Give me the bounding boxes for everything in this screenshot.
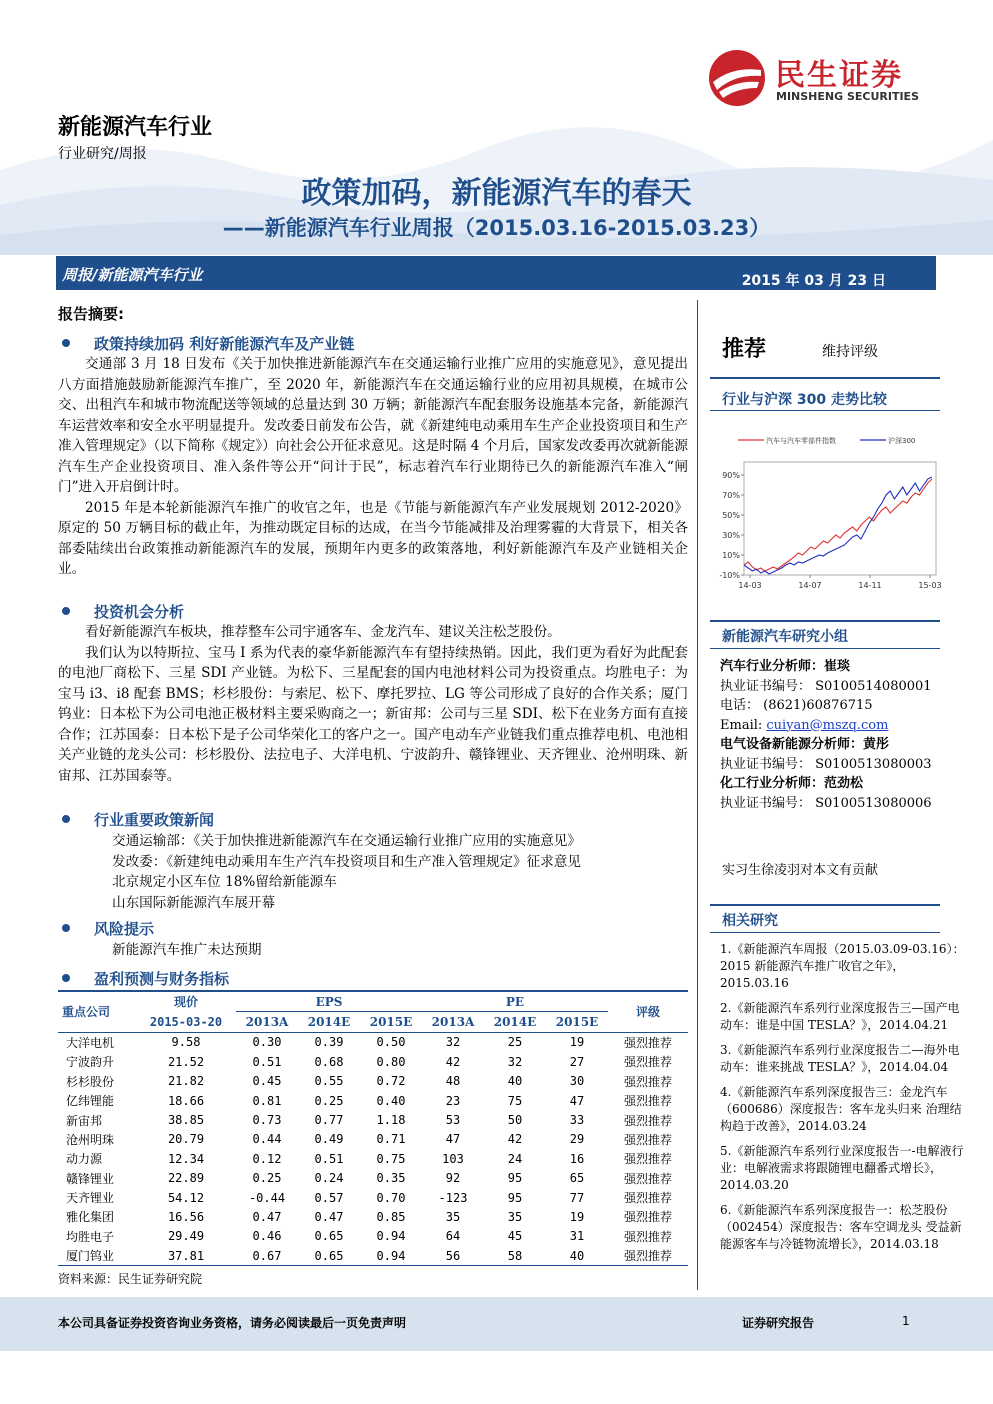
value-cell: 23 <box>445 1093 461 1108</box>
table-source: 资料来源：民生证券研究院 <box>58 1272 203 1287</box>
analyst-1-email-row <box>720 716 935 736</box>
table-row <box>58 1149 688 1168</box>
value-cell: 47 <box>569 1093 585 1108</box>
header-rating: 评级 <box>635 1005 660 1020</box>
header-company: 重点公司 <box>62 1005 111 1020</box>
news-item: 北京规定小区车位 18%留给新能源车 <box>112 874 337 890</box>
email-label: Email: <box>720 717 767 733</box>
analyst-email-link[interactable]: cuiyan@mszq.com <box>766 717 889 733</box>
section-policy-body <box>58 354 688 580</box>
company-name-cell: 厦门钨业 <box>66 1249 115 1264</box>
value-cell: 65 <box>569 1171 585 1186</box>
value-cell: 0.65 <box>314 1229 344 1244</box>
divider-line <box>710 410 940 411</box>
value-cell: 0.25 <box>314 1093 344 1108</box>
rating-cell: 强烈推荐 <box>623 1210 672 1225</box>
table-row <box>58 1207 688 1226</box>
company-name-cell: 赣锋锂业 <box>66 1171 115 1186</box>
value-cell: 0.40 <box>376 1093 406 1108</box>
divider-line <box>710 648 940 649</box>
value-cell: 0.47 <box>252 1209 282 1224</box>
industry-title: 新能源汽车行业 <box>58 115 213 140</box>
bullet-icon <box>62 339 70 347</box>
value-cell: 38.85 <box>167 1113 205 1128</box>
value-cell: 12.34 <box>167 1151 205 1166</box>
rating-cell: 强烈推荐 <box>623 1055 672 1070</box>
value-cell: 0.85 <box>376 1209 406 1224</box>
value-cell: 0.71 <box>376 1132 406 1147</box>
value-cell: 64 <box>445 1229 461 1244</box>
divider-line <box>710 904 940 906</box>
policy-paragraph-1: 交通部 3 月 18 日发布《关于加快推进新能源汽车在交通运输行业推广应用的实施意见》，意见提出八方面措施鼓励新能源汽车推广，至 2020 年，新能源汽车在交通运输行业的应用初具规模，在城市公交、出租汽车和城市物流配送等领域的总量达到 30 万辆；新能源汽车配套服务设施基本完备，新能源汽车运营效率和安全水平明显提升。发改委日前发布公告，就《新建纯电动乘用车生产企业投资项目和生产准入管理规定》（以下简称《规定》）向社会公开征求意见。这是时隔 4 个月后，国家发改委再次就新能源汽车生产企业投资项目、准入条件等公开“问计于民”，标志着汽车行业期待已久的新能源汽车准入“闸门”进入开启倒计时。 <box>58 356 688 495</box>
bullet-icon <box>62 974 70 982</box>
value-cell: 0.39 <box>314 1035 344 1050</box>
related-item[interactable]: 5.《新能源汽车系列行业深度报告一-电解液行业：电解液需求将跟随锂电翻番式增长》，2014.03.20 <box>720 1144 964 1192</box>
company-name-cell: 杉杉股份 <box>66 1074 115 1089</box>
value-cell: 0.55 <box>314 1074 344 1089</box>
header-year: 2015E <box>369 1015 413 1030</box>
company-name-cell: 新宙邦 <box>66 1113 103 1128</box>
value-cell: 33 <box>569 1113 585 1128</box>
value-cell: 27 <box>569 1054 585 1069</box>
value-cell: 0.24 <box>314 1171 344 1186</box>
forecast-table <box>58 992 688 1265</box>
value-cell: 16.56 <box>167 1209 205 1224</box>
value-cell: 42 <box>507 1132 523 1147</box>
related-item[interactable]: 2.《新能源汽车系列行业深度报告三—国产电动车：谁是中国 TESLA？》，2014.04.21 <box>720 1001 960 1032</box>
chart-frame <box>744 462 936 575</box>
team-title: 新能源汽车研究小组 <box>722 629 848 645</box>
summary-title: 报告摘要: <box>58 305 124 323</box>
company-name-cell: 天齐锂业 <box>66 1191 115 1206</box>
value-cell: 29.49 <box>167 1229 205 1244</box>
company-logo <box>705 48 935 108</box>
rating-cell: 强烈推荐 <box>623 1113 672 1128</box>
value-cell: -0.44 <box>248 1190 286 1205</box>
investment-paragraph-2: 我们认为以特斯拉、宝马 I 系为代表的豪华新能源汽车有望持续热销。因此，我们更为看好为此配套的电池厂商松下、三星 SDI 产业链。为松下、三星配套的国内电池材料公司为投资重点。均胜电子：为宝马 i3、i8 配套 BMS；杉杉股份：与索尼、松下、摩托罗拉、LG 等公司形成了良好的合作关系；厦门钨业：日本松下为公司电池正极材料主要采购商之一；新宙邦：公司与三星 SDI、松下在业务方面有直接合作；江苏国泰：日本松下是子公司华荣化工的客户之一。国产电动车产业链我们重点推荐电机、电池相关产业链的龙头公司：杉杉股份、法拉电子、大洋电机、宁波韵升、赣锋锂业、天齐锂业、沧州明珠、新宙邦、江苏国泰等。 <box>58 644 688 784</box>
value-cell: 37.81 <box>167 1248 205 1263</box>
logo-cn: 民生证券 <box>775 58 903 93</box>
value-cell: 47 <box>445 1132 461 1147</box>
value-cell: 0.25 <box>252 1171 282 1186</box>
value-cell: 95 <box>507 1171 523 1186</box>
rating-cell: 强烈推荐 <box>623 1249 672 1264</box>
table-row <box>58 1227 688 1246</box>
value-cell: 77 <box>569 1190 585 1205</box>
value-cell: 0.73 <box>252 1113 282 1128</box>
chart-title: 行业与沪深 300 走势比较 <box>722 392 887 408</box>
value-cell: 42 <box>445 1054 461 1069</box>
rating-cell: 强烈推荐 <box>623 1191 672 1206</box>
value-cell: 35 <box>507 1209 523 1224</box>
banner-category: 周报/新能源汽车行业 <box>62 266 203 284</box>
table-row <box>58 1188 688 1207</box>
value-cell: 0.80 <box>376 1054 406 1069</box>
analyst-1-name: 汽车行业分析师：崔琰 <box>720 659 851 674</box>
rating-cell: 强烈推荐 <box>623 1132 672 1147</box>
table-row <box>58 1169 688 1188</box>
value-cell: 31 <box>569 1229 585 1244</box>
rating-cell: 强烈推荐 <box>623 1035 672 1050</box>
value-cell: 0.47 <box>314 1209 344 1224</box>
value-cell: 0.75 <box>376 1151 406 1166</box>
y-tick-label: 50% <box>722 511 740 520</box>
series-line-auto <box>744 479 932 571</box>
related-item[interactable]: 1.《新能源汽车周报（2015.03.09-03.16）：2015 新能源汽车推广收官之年》，2015.03.16 <box>720 942 965 990</box>
value-cell: 0.81 <box>252 1093 282 1108</box>
value-cell: 0.57 <box>314 1190 344 1205</box>
header-pe: PE <box>422 992 608 1012</box>
header-year: 2015E <box>555 1015 599 1030</box>
risk-text: 新能源汽车推广未达预期 <box>112 942 262 958</box>
header-year: 2014E <box>307 1015 351 1030</box>
x-tick-label: 15-03 <box>918 581 942 590</box>
page-subtitle: ——新能源汽车行业周报（2015.03.16-2015.03.23） <box>222 216 771 240</box>
legend-label: 汽车与汽车零部件指数 <box>766 437 836 445</box>
divider-line <box>710 620 940 622</box>
analyst-1-cert: 执业证书编号： S0100514080001 <box>720 678 932 694</box>
report-type: 行业研究/周报 <box>58 146 147 162</box>
header-price: 现价 <box>173 995 198 1010</box>
rating-label: 推荐 <box>722 337 767 362</box>
company-name-cell: 雅化集团 <box>66 1210 115 1225</box>
value-cell: 75 <box>507 1093 523 1108</box>
forecast-table-wrap <box>58 990 688 1287</box>
value-cell: 0.45 <box>252 1074 282 1089</box>
value-cell: 0.12 <box>252 1151 282 1166</box>
value-cell: 21.82 <box>167 1074 205 1089</box>
header-eps: EPS <box>236 992 422 1012</box>
header-banner <box>56 256 936 290</box>
value-cell: 35 <box>445 1209 461 1224</box>
analyst-3-name: 化工行业分析师：范劲松 <box>720 776 864 791</box>
bullet-icon <box>62 607 70 615</box>
investment-paragraph-1: 看好新能源汽车板块，推荐整车公司宇通客车、金龙汽车、建议关注松芝股份。 <box>85 624 561 640</box>
column-divider <box>697 300 698 1290</box>
analyst-2-name: 电气设备新能源分析师：黄彤 <box>720 737 890 752</box>
x-tick-label: 14-07 <box>798 581 822 590</box>
value-cell: 19 <box>569 1035 585 1050</box>
company-name-cell: 动力源 <box>66 1152 103 1167</box>
value-cell: 95 <box>507 1190 523 1205</box>
forecast-table-body <box>58 1032 688 1265</box>
rating-cell: 强烈推荐 <box>623 1229 672 1244</box>
news-item: 山东国际新能源汽车展开幕 <box>112 894 276 911</box>
page-number: 1 <box>902 1314 910 1328</box>
value-cell: 18.66 <box>167 1093 205 1108</box>
value-cell: 0.46 <box>252 1229 282 1244</box>
table-row <box>58 1130 688 1149</box>
rating-cell: 强烈推荐 <box>623 1074 672 1089</box>
y-tick-label: 90% <box>722 471 740 480</box>
y-tick-label: -10% <box>719 571 740 580</box>
intern-note: 实习生徐凌羽对本文有贡献 <box>722 863 879 878</box>
series-line-hs300 <box>744 477 932 574</box>
logo-mark-icon <box>705 48 769 108</box>
logo-en: MINSHENG SECURITIES <box>776 90 919 103</box>
table-row <box>58 1091 688 1110</box>
policy-paragraph-2: 2015 年是本轮新能源汽车推广的收官之年，也是《节能与新能源汽车产业发展规划 2012-2020》原定的 50 万辆目标的截止年，为推动既定目标的达成，在当今节能减排及治理雾霾的大背景下，相关各部委陆续出台政策推动新能源汽车的发展，预期年内更多的政策落地，利好新能源汽车及产业链相关企业。 <box>58 499 688 577</box>
value-cell: 0.94 <box>376 1248 406 1263</box>
table-row <box>58 1032 688 1052</box>
value-cell: 0.68 <box>314 1054 344 1069</box>
section-news-body <box>58 831 688 913</box>
related-title: 相关研究 <box>722 913 778 929</box>
rating-sub: 维持评级 <box>822 344 878 360</box>
company-name-cell: 均胜电子 <box>66 1229 115 1244</box>
value-cell: 32 <box>445 1035 461 1050</box>
value-cell: 19 <box>569 1209 585 1224</box>
page-title: 政策加码，新能源汽车的春天 <box>301 176 692 211</box>
analyst-3-cert: 执业证书编号： S0100513080006 <box>720 795 932 811</box>
legend-label: 沪深300 <box>888 437 916 445</box>
rating-cell: 强烈推荐 <box>623 1094 672 1109</box>
value-cell: 40 <box>569 1248 585 1263</box>
footer-report-type: 证券研究报告 <box>742 1316 815 1330</box>
company-name-cell: 大洋电机 <box>66 1035 115 1050</box>
y-tick-label: 30% <box>722 531 740 540</box>
value-cell: 20.79 <box>167 1132 205 1147</box>
value-cell: 50 <box>507 1113 523 1128</box>
news-item: 交通运输部：《关于加快推进新能源汽车在交通运输行业推广应用的实施意见》 <box>112 833 581 849</box>
x-tick-label: 14-03 <box>738 581 762 590</box>
x-tick-label: 14-11 <box>858 581 882 590</box>
value-cell: 22.89 <box>167 1171 205 1186</box>
analyst-block <box>720 657 935 813</box>
table-row <box>58 1110 688 1129</box>
page-footer <box>0 1297 993 1351</box>
header-price-date: 2015-03-20 <box>149 1014 223 1029</box>
value-cell: 32 <box>507 1054 523 1069</box>
value-cell: 48 <box>445 1074 461 1089</box>
related-item[interactable]: 4.《新能源汽车系列深度报告三：金龙汽车（600686）深度报告：客车龙头归来 治理结构趋于改善》，2014.03.24 <box>720 1085 962 1133</box>
value-cell: 58 <box>507 1248 523 1263</box>
value-cell: 29 <box>569 1132 585 1147</box>
value-cell: 0.35 <box>376 1171 406 1186</box>
section-news-title: 行业重要政策新闻 <box>94 811 215 829</box>
value-cell: 16 <box>569 1151 585 1166</box>
bullet-icon <box>62 815 70 823</box>
section-policy-title: 政策持续加码 利好新能源汽车及产业链 <box>94 335 355 353</box>
value-cell: 0.51 <box>314 1151 344 1166</box>
y-tick-label: 10% <box>722 551 740 560</box>
value-cell: 40 <box>507 1074 523 1089</box>
value-cell: 0.49 <box>314 1132 344 1147</box>
value-cell: 92 <box>445 1171 461 1186</box>
rating-cell: 强烈推荐 <box>623 1152 672 1167</box>
related-item[interactable]: 6.《新能源汽车系列深度报告一：松芝股份（002454）深度报告：客车空调龙头 受益新能源客车与冷链物流增长》，2014.03.18 <box>720 1203 962 1251</box>
company-name-cell: 宁波韵升 <box>66 1055 115 1070</box>
footer-disclaimer: 本公司具备证券投资咨询业务资格，请务必阅读最后一页免责声明 <box>58 1316 407 1330</box>
value-cell: 1.18 <box>376 1113 406 1128</box>
y-tick-label: 70% <box>722 491 740 500</box>
analyst-2-cert: 执业证书编号： S0100513080003 <box>720 756 932 772</box>
value-cell: 21.52 <box>167 1054 205 1069</box>
value-cell: 0.77 <box>314 1113 344 1128</box>
section-forecast-title: 盈利预测与财务指标 <box>94 970 230 988</box>
value-cell: 25 <box>507 1035 523 1050</box>
divider-line <box>710 377 940 379</box>
related-list <box>720 941 968 1261</box>
header-year: 2014E <box>493 1015 537 1030</box>
divider-line <box>710 932 940 933</box>
value-cell: 24 <box>507 1151 523 1166</box>
section-investment-body <box>58 622 688 786</box>
value-cell: 103 <box>442 1151 464 1166</box>
header-year: 2013A <box>245 1015 289 1030</box>
value-cell: 0.72 <box>376 1074 406 1089</box>
company-name-cell: 沧州明珠 <box>66 1132 115 1147</box>
header-year: 2013A <box>431 1015 475 1030</box>
section-risk-body <box>58 940 688 961</box>
table-row <box>58 1072 688 1091</box>
section-investment-title: 投资机会分析 <box>94 603 185 621</box>
value-cell: 54.12 <box>167 1190 205 1205</box>
value-cell: 0.65 <box>314 1248 344 1263</box>
value-cell: -123 <box>438 1190 468 1205</box>
table-row <box>58 1052 688 1071</box>
table-row <box>58 1246 688 1265</box>
value-cell: 0.94 <box>376 1229 406 1244</box>
value-cell: 45 <box>507 1229 523 1244</box>
value-cell: 0.51 <box>252 1054 282 1069</box>
value-cell: 56 <box>445 1248 461 1263</box>
analyst-1-tel: 电话： (8621)60876715 <box>720 698 873 713</box>
bullet-icon <box>62 924 70 932</box>
value-cell: 9.58 <box>171 1035 201 1050</box>
related-item[interactable]: 3.《新能源汽车系列行业深度报告二—海外电动车：谁来挑战 TESLA？》，2014.04.04 <box>720 1043 960 1074</box>
value-cell: 30 <box>569 1074 585 1089</box>
value-cell: 0.44 <box>252 1132 282 1147</box>
value-cell: 0.70 <box>376 1190 406 1205</box>
rating-cell: 强烈推荐 <box>623 1171 672 1186</box>
value-cell: 53 <box>445 1113 461 1128</box>
value-cell: 0.30 <box>252 1035 282 1050</box>
section-risk-title: 风险提示 <box>94 920 155 938</box>
banner-date: 2015 年 03 月 23 日 <box>741 273 886 289</box>
value-cell: 0.50 <box>376 1035 406 1050</box>
value-cell: 0.67 <box>252 1248 282 1263</box>
news-item: 发改委：《新建纯电动乘用车生产汽车投资项目和生产准入管理规定》征求意见 <box>112 853 581 870</box>
company-name-cell: 亿纬锂能 <box>66 1094 115 1109</box>
trend-chart <box>712 425 944 605</box>
